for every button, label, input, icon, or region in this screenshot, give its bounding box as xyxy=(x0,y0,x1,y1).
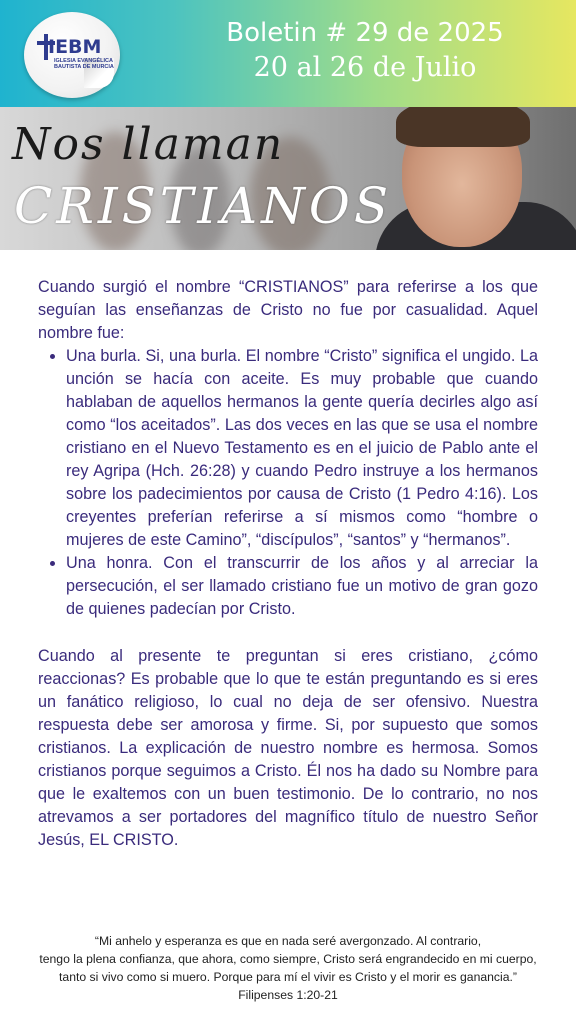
logo-name: IEBM xyxy=(48,36,102,58)
bulletin-title: Boletin # 29 de 2025 xyxy=(226,18,504,48)
closing-paragraph: Cuando al presente te preguntan si eres cristiano, ¿cómo reaccionas? Es probable que lo que te están preguntando es si eres un fanático religioso, lo cual no deja de ser ofensivo. Nuestra respuesta debe ser amorosa y firme. Si, por supuesto que somos cristianos. La explicación de nuestro nombre es hermosa. Somos cristianos porque seguimos a Cristo. Él nos ha dado su Nombre para que le exaltemos con un buen testimonio. De lo contrario, no nos atrevamos a ser portadores del magnífico título de nuestro Señor Jesús, EL CRISTO. xyxy=(38,647,538,849)
logo-subtitle: IGLESIA EVANGÉLICA BAUTISTA DE MURCIA xyxy=(54,58,114,70)
article-body xyxy=(38,276,538,852)
banner-title-line1: Nos llaman xyxy=(12,119,285,170)
banner-title-line2: CRISTIANOS xyxy=(14,177,393,235)
man-hair xyxy=(396,107,530,147)
bullet-list xyxy=(66,345,538,621)
intro-paragraph: Cuando surgió el nombre “CRISTIANOS” para referirse a los que seguían las enseñanzas de Cristo no fue por casualidad. Aquel nombre fue: xyxy=(38,278,538,342)
quote-reference: Filipenses 1:20-21 xyxy=(238,988,338,1002)
list-item: • Una honra. Con el transcurrir de los años y al arreciar la persecución, el ser llamado cristiano fue un motivo de gran gozo de quienes padecían por Cristo. xyxy=(66,552,538,621)
church-logo xyxy=(24,12,120,98)
quote-line: tanto si vivo como si muero. Porque para mí el vivir es Cristo y el morir es ganancia.” xyxy=(59,970,517,984)
bible-quote xyxy=(10,932,566,1004)
list-item: • Una burla. Si, una burla. El nombre “Cristo” significa el ungido. La unción se hacía con aceite. Es muy probable que cuando hablaban de aquellos hermanos la gente quería decirles algo así como “los aceitados”. Las dos veces en las que se usa el nombre cristiano en el Nuevo Testamento es en el juicio de Pablo ante el rey Agripa (Hch. 26:28) y cuando Pedro instruye a los hermanos sobre los padecimientos por causa de Cristo (1 Pedro 4:16). Los creyentes preferían referirse a sí mismos como “hombre o mujeres de este Camino”, “discípulos”, “santos” y “hermanos”. xyxy=(66,345,538,552)
quote-line: “Mi anhelo y esperanza es que en nada seré avergonzado. Al contrario, xyxy=(94,934,482,948)
banner-image xyxy=(0,107,576,250)
header-band xyxy=(0,0,576,107)
bulletin-dates: 20 al 26 de Julio xyxy=(253,52,477,83)
quote-line: tengo la plena confianza, que ahora, como siempre, Cristo será engrandecido en mi cuerpo, xyxy=(39,952,537,966)
